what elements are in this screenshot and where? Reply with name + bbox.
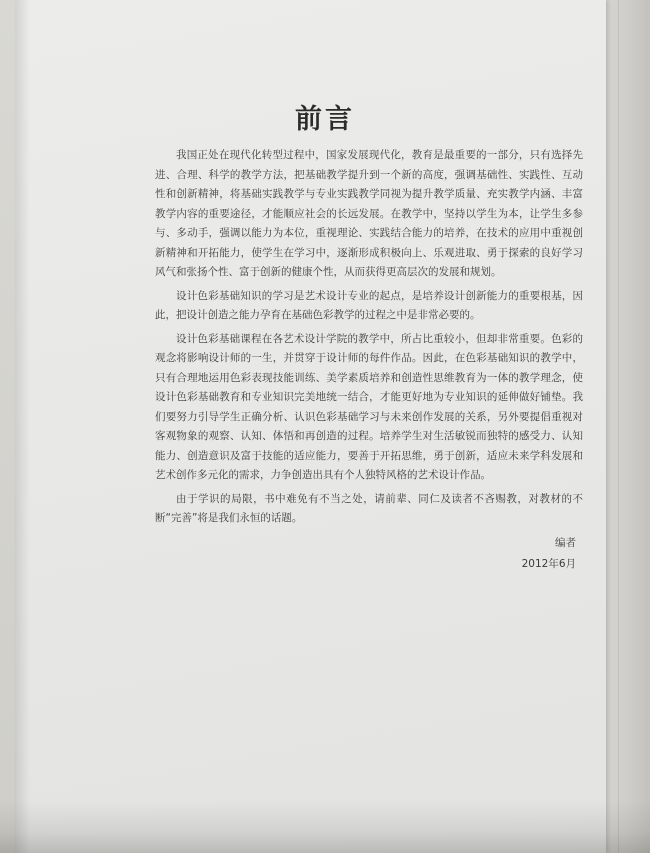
paragraph-1: 我国正处在现代化转型过程中，国家发展现代化，教育是最重要的一部分，只有选择先进、合理、科学的教学方法，把基础教学提升到一个新的高度，强调基础性、实践性、互动性和创新精神，将基础实践教学与专业实践教学同视为提升教学质量、充实教学内涵、丰富教学内容的重要途径，才能顺应社会的长远发展。在教学中，坚持以学生为本，让学生多参与、多动手，强调以能力为本位，重视理论、实践结合能力的培养，在技术的应用中重视创新精神和开拓能力，使学生在学习中，逐渐形成积极向上、乐观进取、勇于探索的良好学习风气和张扬个性、富于创新的健康个性，从而获得更高层次的发展和规划。 — [155, 149, 583, 278]
page-title: 前言 — [295, 104, 355, 135]
signature-author: 编者 — [555, 537, 576, 549]
paragraph-4: 由于学识的局限，书中难免有不当之处，请前辈、同仁及读者不吝赐教，对教材的不断“完善”将是我们永恒的话题。 — [155, 492, 583, 524]
paragraph-3: 设计色彩基础课程在各艺术设计学院的教学中，所占比重较小，但却非常重要。色彩的观念将影响设计师的一生，并贯穿于设计师的每件作品。因此，在色彩基础知识的教学中，只有合理地运用色彩表现技能训练、美学素质培养和创造性思维教育为一体的教学理念，使设计色彩基础教育和专业知识完美地统一结合，才能更好地为专业知识的延伸做好铺垫。我们要努力引导学生正确分析、认识色彩基础学习与未来创作发展的关系，另外要提倡重视对客观物象的观察、认知、体悟和再创造的过程。培养学生对生活敏锐而独特的感受力、认知能力、创造意识及富于技能的适应能力，要善于开拓思维，勇于创新，适应未来学科发展和艺术创作多元化的需求，力争创造出具有个人独特风格的艺术设计作品。 — [155, 332, 583, 481]
paragraph-2: 设计色彩基础知识的学习是艺术设计专业的起点，是培养设计创新能力的重要根基，因此，把设计创造之能力孕育在基础色彩教学的过程之中是非常必要的。 — [155, 289, 583, 321]
preface-body — [155, 146, 583, 533]
signature-date: 2012年6月 — [521, 558, 576, 570]
bottom-shadow — [0, 800, 650, 853]
